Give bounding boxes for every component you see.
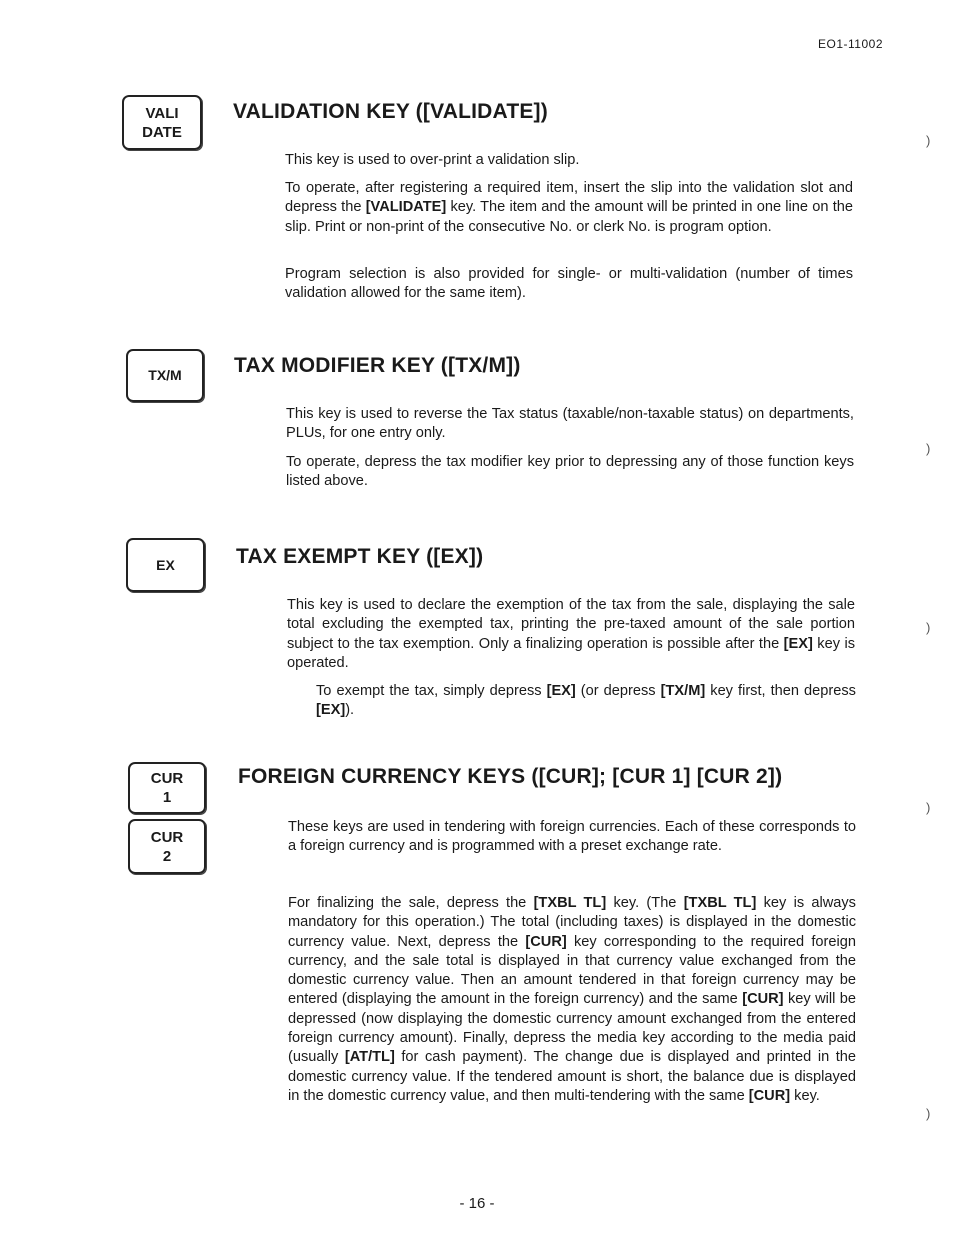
validate-key-icon — [122, 95, 202, 150]
key-label: 1 — [162, 789, 172, 806]
paragraph: For finalizing the sale, depress the [TXBL TL] key. (The [TXBL TL] key is always mandatory for this operation.) The total (including taxes) is displayed in the domestic currency value. Next, depress the [CUR] key corresponding to the required foreign currency, and the sale total is displayed in that currency value exchanged from the domestic currency value. Then an amount tendered in that foreign currency may be entered (displaying the amount in the foreign currency) and the same [CUR] key will be depressed (now displaying the domestic currency amount exchanged from the entered foreign currency amount). Finally, depress the media key according to the media paid (usually [AT/TL] for cash payment). The change due is displayed and printed in the domestic currency value. If the tendered amount is short, the balance due is displayed in the domestic currency value, and then multi-tendering with the same [CUR] key. — [288, 895, 857, 1104]
paragraph: To operate, after registering a required item, insert the slip into the validation slot and depress the [VALIDATE] key. The item and the amount will be printed in one line on the slip. Print or non-print of the consecutive No. or clerk No. is program option. — [285, 180, 853, 235]
section-title-foreign-currency: FOREIGN CURRENCY KEYS ([CUR]; [CUR 1] [CUR 2]) — [238, 765, 783, 788]
tax-modifier-key-icon — [126, 349, 204, 402]
key-label: VALI — [145, 104, 179, 122]
paragraph: This key is used to declare the exemption of the tax from the sale, displaying the sale total excluding the exempted tax, printing the pre-taxed amount of the sale portion subject to the tax exemption. Only a finalizing operation is possible after the [EX] key is operated. — [287, 597, 855, 671]
paragraph: Program selection is also provided for single- or multi-validation (number of times validation allowed for the same item). — [285, 266, 853, 302]
tax-exempt-key-icon — [126, 538, 205, 592]
section-title-validation: VALIDATION KEY ([VALIDATE]) — [233, 100, 548, 123]
paragraph: This key is used to reverse the Tax status (taxable/non-taxable status) on departments, PLUs, for one entry only. — [286, 406, 854, 442]
key-label: 2 — [162, 847, 172, 865]
page-number: - 16 - — [459, 1195, 495, 1212]
margin-mark: ) — [926, 620, 931, 635]
paragraph: To exempt the tax, simply depress [EX] (or depress [TX/M] key first, then depress [EX]). — [316, 683, 856, 719]
key-label: EX — [156, 556, 175, 573]
key-label: TX/M — [148, 367, 182, 383]
key-label: CUR — [150, 828, 184, 846]
margin-mark: ) — [926, 800, 931, 815]
section-title-tax-exempt: TAX EXEMPT KEY ([EX]) — [236, 545, 484, 568]
margin-mark: ) — [926, 1106, 931, 1121]
paragraph: These keys are used in tendering with foreign currencies. Each of these corresponds to a foreign currency and is programmed with a preset exchange rate. — [288, 819, 856, 855]
currency-key-2-icon — [128, 819, 206, 874]
section-title-tax-modifier: TAX MODIFIER KEY ([TX/M]) — [234, 354, 521, 377]
key-label: DATE — [142, 123, 182, 141]
currency-key-1-icon — [128, 762, 206, 814]
margin-mark: ) — [926, 441, 931, 456]
margin-mark: ) — [926, 133, 931, 148]
paragraph: This key is used to over-print a validation slip. — [285, 152, 580, 168]
paragraph: To operate, depress the tax modifier key prior to depressing any of those function keys listed above. — [286, 454, 854, 490]
key-label: CUR — [150, 770, 184, 787]
document-id: EO1-11002 — [818, 37, 883, 51]
